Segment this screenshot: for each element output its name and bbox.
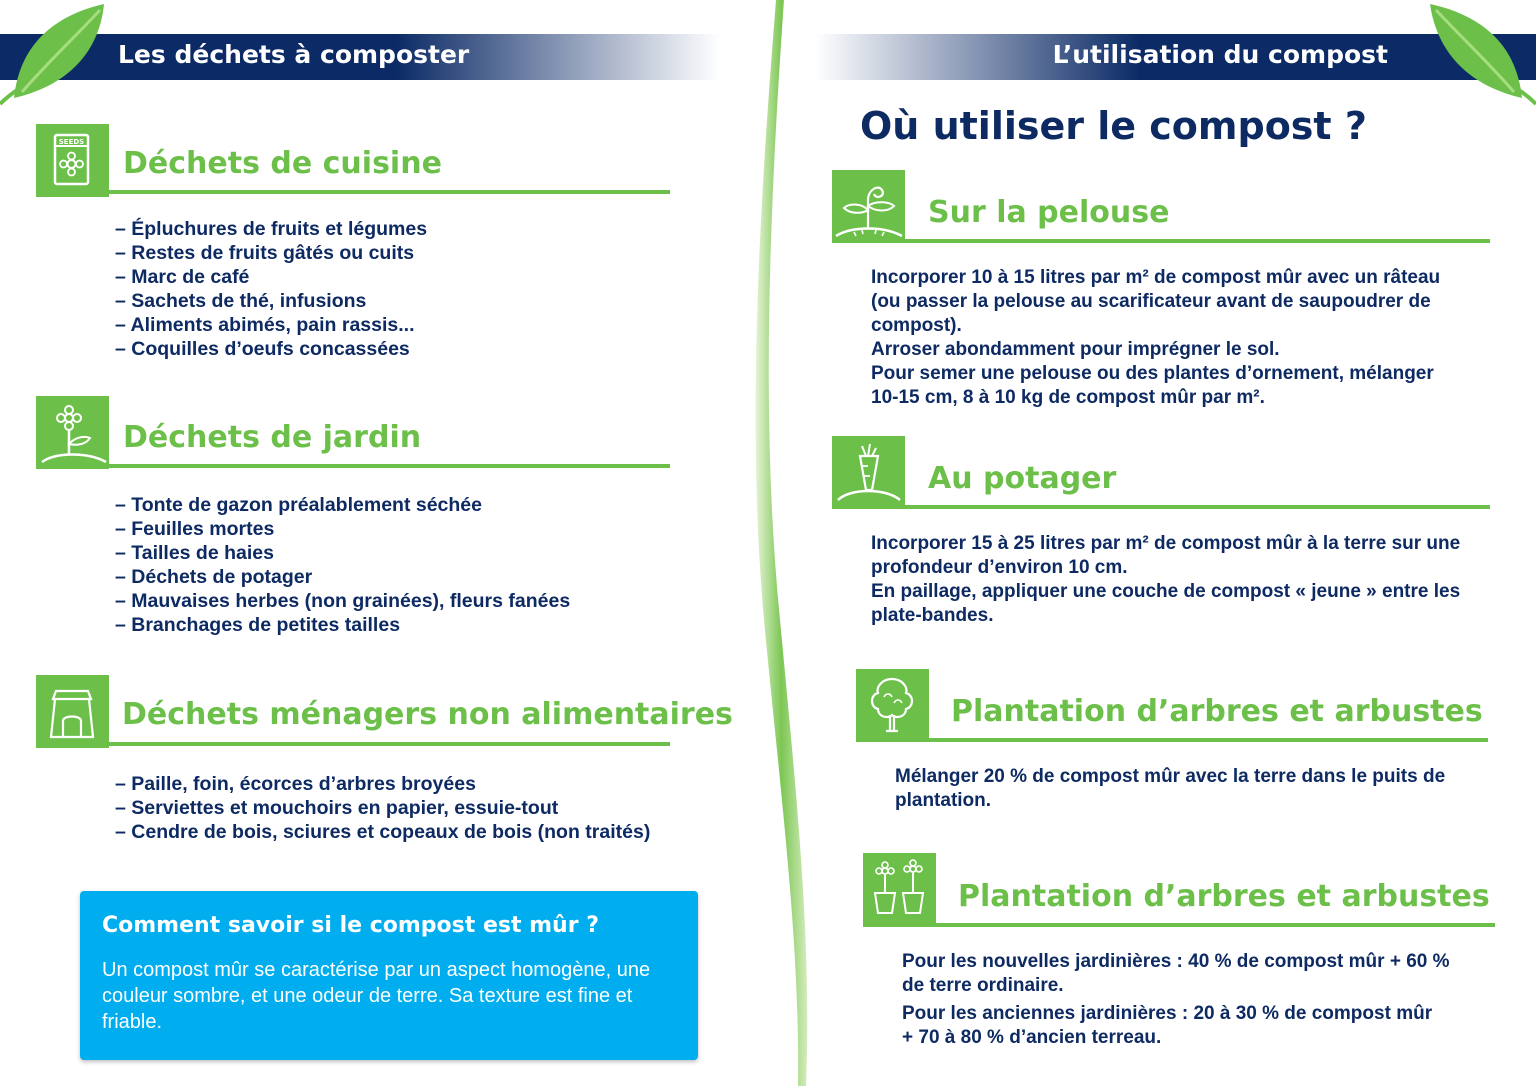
- tree-icon: [856, 669, 929, 742]
- list-cuisine: [115, 217, 427, 361]
- paragraph-line: Incorporer 15 à 25 litres par m² de compost mûr à la terre sur une: [871, 533, 1461, 554]
- paragraph-line: plantation.: [895, 790, 992, 811]
- list-item: – Cendre de bois, sciures et copeaux de bois (non traités): [115, 821, 651, 843]
- list-menagers: [115, 772, 650, 844]
- leaf-right-icon: [1416, 0, 1536, 110]
- section-title-menagers: Déchets ménagers non alimentaires: [122, 697, 733, 732]
- section-rule-menagers: [36, 742, 670, 746]
- list-jardin: [115, 493, 570, 637]
- section-rule-cuisine: [36, 190, 670, 194]
- paragraph-line: Pour les nouvelles jardinières : 40 % de compost mûr + 60 %: [902, 951, 1450, 972]
- list-item: – Marc de café: [115, 266, 250, 288]
- info-box-text: Un compost mûr se caractérise par un aspect homogène, une couleur sombre, et une odeur de terre. Sa texture est fine et friable.: [102, 959, 651, 1033]
- paragraph-line: de terre ordinaire.: [902, 975, 1064, 996]
- paragraph-line: Arroser abondamment pour imprégner le sol.: [871, 339, 1280, 360]
- list-item: – Mauvaises herbes (non grainées), fleurs fanées: [115, 590, 571, 612]
- paragraph-line: Pour semer une pelouse ou des plantes d’ornement, mélanger: [871, 363, 1434, 384]
- paragraph-line: Incorporer 10 à 15 litres par m² de compost mûr avec un râteau: [871, 267, 1441, 288]
- info-box-maturity: [80, 891, 698, 1060]
- list-item: – Restes de fruits gâtés ou cuits: [115, 242, 415, 264]
- paragraph-line: Mélanger 20 % de compost mûr avec la terre dans le puits de: [895, 766, 1446, 787]
- paragraph-line: profondeur d’environ 10 cm.: [871, 557, 1128, 578]
- text-jardinieres: [902, 950, 1450, 1050]
- paragraph-line: Pour les anciennes jardinières : 20 à 30 % de compost mûr: [902, 1003, 1433, 1024]
- paragraph-line: 10-15 cm, 8 à 10 kg de compost mûr par m².: [871, 387, 1265, 408]
- list-item: – Coquilles d’oeufs concassées: [115, 338, 410, 360]
- paragraph-line: plate-bandes.: [871, 605, 994, 626]
- list-item: – Tonte de gazon préalablement séchée: [115, 494, 482, 516]
- text-pelouse: [871, 266, 1440, 410]
- section-rule-arbres: [856, 738, 1488, 742]
- section-title-pelouse: Sur la pelouse: [928, 195, 1170, 230]
- section-rule-pelouse: [832, 239, 1490, 243]
- compost-bin-icon: [36, 675, 109, 748]
- leaf-left-icon: [0, 0, 120, 110]
- center-swoosh-divider: [740, 0, 830, 1086]
- list-item: – Sachets de thé, infusions: [115, 290, 367, 312]
- section-rule-jardin: [36, 464, 670, 468]
- section-title-jardinieres: Plantation d’arbres et arbustes: [958, 879, 1490, 914]
- header-title-left: Les déchets à composter: [118, 40, 470, 69]
- paragraph-line: compost).: [871, 315, 962, 336]
- list-item: – Aliments abimés, pain rassis...: [115, 314, 415, 336]
- flower-icon: [36, 396, 109, 469]
- section-title-arbres: Plantation d’arbres et arbustes: [951, 694, 1483, 729]
- list-item: – Paille, foin, écorces d’arbres broyées: [115, 773, 476, 795]
- list-item: – Tailles de haies: [115, 542, 274, 564]
- flower-pots-icon: [863, 853, 936, 926]
- carrot-icon: [832, 436, 905, 509]
- svg-text:SEEDS: SEEDS: [58, 138, 85, 146]
- page-title: Où utiliser le compost ?: [860, 104, 1367, 148]
- section-rule-jardinieres: [863, 923, 1495, 927]
- list-item: – Branchages de petites tailles: [115, 614, 401, 636]
- list-item: – Déchets de potager: [115, 566, 313, 588]
- section-title-potager: Au potager: [928, 461, 1117, 496]
- section-rule-potager: [832, 505, 1490, 509]
- info-box-title: Comment savoir si le compost est mûr ?: [102, 913, 599, 938]
- paragraph-line: + 70 à 80 % d’ancien terreau.: [902, 1027, 1162, 1048]
- seed-packet-icon: [36, 124, 109, 197]
- paragraph-line: (ou passer la pelouse au scarificateur avant de saupoudrer de: [871, 291, 1431, 312]
- text-potager: [871, 532, 1460, 628]
- header-title-right: L’utilisation du compost: [1052, 40, 1388, 69]
- section-title-jardin: Déchets de jardin: [123, 420, 422, 455]
- list-item: – Serviettes et mouchoirs en papier, essuie-tout: [115, 797, 559, 819]
- list-item: – Feuilles mortes: [115, 518, 275, 540]
- text-arbres: [895, 765, 1445, 813]
- list-item: – Épluchures de fruits et légumes: [115, 218, 428, 240]
- section-title-cuisine: Déchets de cuisine: [123, 146, 442, 181]
- sprout-icon: [832, 170, 905, 243]
- paragraph-line: En paillage, appliquer une couche de compost « jeune » entre les: [871, 581, 1461, 602]
